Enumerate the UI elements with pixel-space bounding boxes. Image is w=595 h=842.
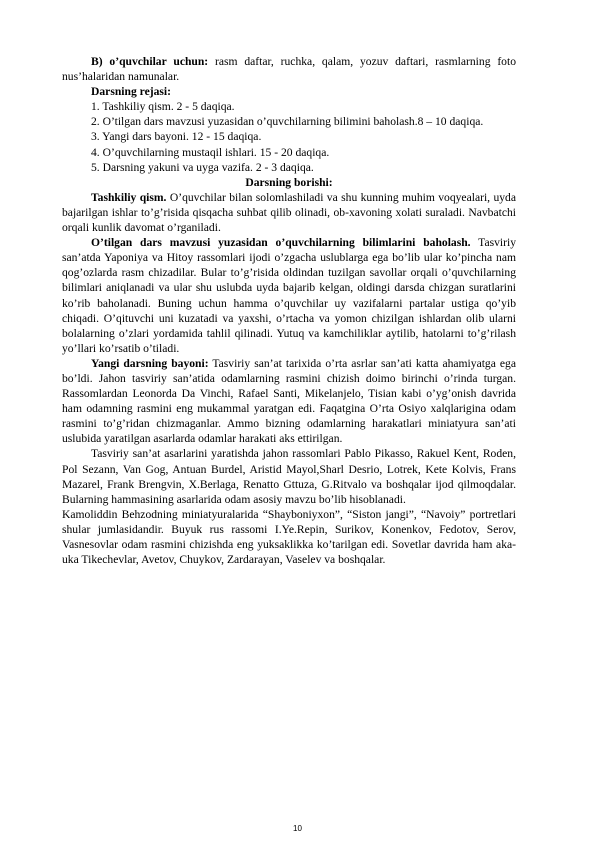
plan-item: 2. O’tilgan dars mavzusi yuzasidan o’quvchilarning bilimini baholash.8 – 10 daqiqa. <box>91 115 484 129</box>
page-number: 10 <box>293 824 302 833</box>
section-assessment <box>62 235 516 356</box>
plan-heading: Darsning rejasi: <box>91 85 171 99</box>
section-new-lesson <box>62 356 516 447</box>
document-body <box>62 54 516 567</box>
plan-item: 5. Darsning yakuni va uyga vazifa. 2 - 3 daqiqa. <box>91 160 314 174</box>
section-label: Tashkiliy qism. <box>91 190 167 204</box>
plan-item: 4. O’quvchilarning mustaqil ishlari. 15 - 20 daqiqa. <box>91 145 330 159</box>
section-label: O’tilgan dars mavzusi yuzasidan o’quvchilarning bilimlarini baholash. <box>91 236 471 250</box>
paragraph-kamoliddin: Kamoliddin Behzodning miniatyuralarida “Shayboniyxon”, “Siston jangi”, “Navoiy” portretlari shular jumlasidandir. Buyuk rus rassomi I.Ye.Repin, Surikov, Konenkov, Fedotov, Serov, Vasnesovlar odam rasmini chizishda eng yuksaklikka ko’tarilgan edi. Sovetlar davrida ham aka-uka Tikechevlar, Avetov, Chuykov, Zardarayan, Vaselev va boshqalar. <box>62 507 516 567</box>
process-heading: Darsning borishi: <box>245 175 333 189</box>
paragraph-artists: Tasviriy san’at asarlarini yaratishda jahon rassomlari Pablo Pikasso, Rakuel Kent, Roden, Pol Sezann, Van Gog, Antuan Burdel, Aristid Mayol,Sharl Desrio, Lotrek, Kete Kolvis, Frans Mazarel, Frank Brengvin, X.Berlaga, Renatto Gttuza, G.Ritvalo va boshqalar ijod qilmoqdalar. Bularning hammasining asarlarida odam asosiy mavzu bo’lib hisoblanadi. <box>62 447 516 506</box>
plan-item: 1. Tashkiliy qism. 2 - 5 daqiqa. <box>91 100 235 114</box>
intro-text: rasm daftar, ruchka, qalam, yozuv daftari, rasmlarning foto nus’halaridan namunalar. <box>62 55 516 84</box>
intro-paragraph <box>62 54 516 84</box>
plan-item: 3. Yangi dars bayoni. 12 - 15 daqiqa. <box>91 130 262 144</box>
section-label: Yangi darsning bayoni: <box>91 356 209 370</box>
section-text: Tasviriy san’at tarixida o’rta asrlar san’ati katta ahamiyatga ega bo’ldi. Jahon tasviriy san’atida odamlarning rasmini chizish doimo birinchi o’rinda turgan. Rassomlardan Leonorda Da Vinchi, Rafael Santi, Mikelanjelo, Tisian kabi o’yg’onish davrida ham odamning rasmini eng mukammal yaratgan edi. Faqatgina O’rta Osiyo xalqlarigina odam rasmini to’g’ridan chizmaganlar. Ammo bizning odamlarning harakatlari miniatyura san’ati uslubida yaratilgan asarlarda odamlar harakati aks ettirilgan. <box>62 356 516 446</box>
section-text: Tasviriy san’atda Yaponiya va Hitoy rassomlari ijodi o’zgacha uslublarga ega bo’lib ular ko’pincha nam qog’ozlarda rasm chizadilar. Bular to’g’risida oldindan tuzilgan savollar orqali o’quvchilarning bilimlari aniqlanadi va ular shu uslubda uyda bajarib kelgan, oldingi darsda chizgan suratlarini ko’rib baholanadi. Buning uchun hamma o’quvchilar uy vazifalarni partalar ustiga qo’yib chiqadi. O’qituvchi uni kuzatadi va yaxshi, o’rtacha va yomon chizilgan ishlardan olib ularni bolalarning o’zlari yordamida tahlil qilinadi. Yutuq va kamchiliklar aytilib, hatolarni to’g’rilash yo’llari ko’rsatib o’tiladi. <box>62 236 516 355</box>
section-organizational <box>62 190 516 235</box>
intro-label: B) o’quvchilar uchun: <box>91 55 209 68</box>
section-text: O’quvchilar bilan solomlashiladi va shu kunning muhim voqyealari, uyda bajarilgan ishlar to’g’risida qisqacha suhbat qilib olinadi, ob-xavoning xolati suraladi. Navbatchi orqali kunlik davomat o’rganiladi. <box>62 190 516 235</box>
